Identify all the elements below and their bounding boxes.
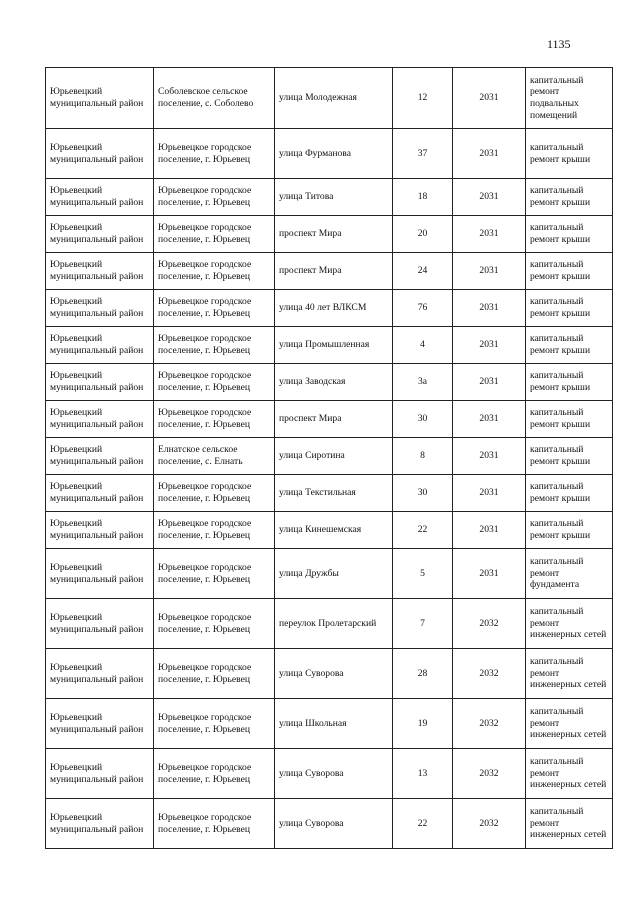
district-cell: Юрьевецкий муниципальный район xyxy=(46,216,154,253)
settlement-cell: Юрьевецкое городское поселение, г. Юрьевец xyxy=(154,290,275,327)
settlement-cell: Юрьевецкое городское поселение, г. Юрьевец xyxy=(154,475,275,512)
street-cell: улица Суворова xyxy=(275,749,393,799)
street-cell: проспект Мира xyxy=(275,253,393,290)
settlement-cell: Юрьевецкое городское поселение, г. Юрьевец xyxy=(154,699,275,749)
table-row xyxy=(46,599,613,649)
settlement-cell: Юрьевецкое городское поселение, г. Юрьевец xyxy=(154,364,275,401)
street-cell: переулок Пролетарский xyxy=(275,599,393,649)
work-type-cell: капитальный ремонт инженерных сетей xyxy=(526,699,613,749)
year-cell: 2031 xyxy=(453,475,526,512)
house-number-cell: 12 xyxy=(393,68,453,129)
house-number-cell: 37 xyxy=(393,129,453,179)
district-cell: Юрьевецкий муниципальный район xyxy=(46,401,154,438)
settlement-cell: Юрьевецкое городское поселение, г. Юрьевец xyxy=(154,327,275,364)
street-cell: улица Дружбы xyxy=(275,549,393,599)
street-cell: улица Титова xyxy=(275,179,393,216)
work-type-cell: капитальный ремонт инженерных сетей xyxy=(526,649,613,699)
work-type-cell: капитальный ремонт подвальных помещений xyxy=(526,68,613,129)
street-cell: улица Школьная xyxy=(275,699,393,749)
settlement-cell: Елнатское сельское поселение, с. Елнать xyxy=(154,438,275,475)
work-type-cell: капитальный ремонт крыши xyxy=(526,179,613,216)
work-type-cell: капитальный ремонт крыши xyxy=(526,253,613,290)
table-row xyxy=(46,799,613,849)
table-row xyxy=(46,549,613,599)
settlement-cell: Юрьевецкое городское поселение, г. Юрьевец xyxy=(154,216,275,253)
year-cell: 2032 xyxy=(453,699,526,749)
house-number-cell: 18 xyxy=(393,179,453,216)
district-cell: Юрьевецкий муниципальный район xyxy=(46,327,154,364)
house-number-cell: 19 xyxy=(393,699,453,749)
house-number-cell: 3а xyxy=(393,364,453,401)
table-row xyxy=(46,327,613,364)
table-row xyxy=(46,475,613,512)
table-row xyxy=(46,290,613,327)
district-cell: Юрьевецкий муниципальный район xyxy=(46,253,154,290)
page-number: 1135 xyxy=(547,37,571,51)
street-cell: улица Сиротина xyxy=(275,438,393,475)
district-cell: Юрьевецкий муниципальный район xyxy=(46,599,154,649)
house-number-cell: 22 xyxy=(393,512,453,549)
work-type-cell: капитальный ремонт крыши xyxy=(526,512,613,549)
table-row xyxy=(46,401,613,438)
work-type-cell: капитальный ремонт инженерных сетей xyxy=(526,599,613,649)
table-row xyxy=(46,749,613,799)
settlement-cell: Юрьевецкое городское поселение, г. Юрьевец xyxy=(154,649,275,699)
settlement-cell: Юрьевецкое городское поселение, г. Юрьевец xyxy=(154,599,275,649)
street-cell: улица Промышленная xyxy=(275,327,393,364)
street-cell: улица Суворова xyxy=(275,799,393,849)
district-cell: Юрьевецкий муниципальный район xyxy=(46,68,154,129)
settlement-cell: Юрьевецкое городское поселение, г. Юрьевец xyxy=(154,179,275,216)
work-type-cell: капитальный ремонт инженерных сетей xyxy=(526,799,613,849)
settlement-cell: Соболевское сельское поселение, с. Соболево xyxy=(154,68,275,129)
district-cell: Юрьевецкий муниципальный район xyxy=(46,699,154,749)
street-cell: улица Фурманова xyxy=(275,129,393,179)
district-cell: Юрьевецкий муниципальный район xyxy=(46,364,154,401)
house-number-cell: 13 xyxy=(393,749,453,799)
table-row xyxy=(46,129,613,179)
year-cell: 2032 xyxy=(453,799,526,849)
street-cell: улица 40 лет ВЛКСМ xyxy=(275,290,393,327)
year-cell: 2031 xyxy=(453,549,526,599)
year-cell: 2032 xyxy=(453,749,526,799)
settlement-cell: Юрьевецкое городское поселение, г. Юрьевец xyxy=(154,253,275,290)
table-row xyxy=(46,649,613,699)
year-cell: 2032 xyxy=(453,649,526,699)
year-cell: 2031 xyxy=(453,290,526,327)
settlement-cell: Юрьевецкое городское поселение, г. Юрьевец xyxy=(154,512,275,549)
year-cell: 2031 xyxy=(453,438,526,475)
year-cell: 2031 xyxy=(453,129,526,179)
district-cell: Юрьевецкий муниципальный район xyxy=(46,438,154,475)
house-number-cell: 20 xyxy=(393,216,453,253)
district-cell: Юрьевецкий муниципальный район xyxy=(46,649,154,699)
work-type-cell: капитальный ремонт крыши xyxy=(526,438,613,475)
table-row xyxy=(46,253,613,290)
house-number-cell: 30 xyxy=(393,475,453,512)
table-row xyxy=(46,216,613,253)
repair-schedule-table xyxy=(45,67,613,849)
work-type-cell: капитальный ремонт крыши xyxy=(526,475,613,512)
street-cell: проспект Мира xyxy=(275,401,393,438)
table-row xyxy=(46,438,613,475)
settlement-cell: Юрьевецкое городское поселение, г. Юрьевец xyxy=(154,549,275,599)
table-row xyxy=(46,179,613,216)
work-type-cell: капитальный ремонт крыши xyxy=(526,216,613,253)
settlement-cell: Юрьевецкое городское поселение, г. Юрьевец xyxy=(154,401,275,438)
table-row xyxy=(46,68,613,129)
work-type-cell: капитальный ремонт фундамента xyxy=(526,549,613,599)
house-number-cell: 5 xyxy=(393,549,453,599)
district-cell: Юрьевецкий муниципальный район xyxy=(46,475,154,512)
work-type-cell: капитальный ремонт крыши xyxy=(526,129,613,179)
house-number-cell: 24 xyxy=(393,253,453,290)
year-cell: 2031 xyxy=(453,179,526,216)
year-cell: 2031 xyxy=(453,364,526,401)
district-cell: Юрьевецкий муниципальный район xyxy=(46,290,154,327)
street-cell: улица Кинешемская xyxy=(275,512,393,549)
street-cell: проспект Мира xyxy=(275,216,393,253)
work-type-cell: капитальный ремонт крыши xyxy=(526,327,613,364)
table-row xyxy=(46,364,613,401)
work-type-cell: капитальный ремонт крыши xyxy=(526,401,613,438)
street-cell: улица Суворова xyxy=(275,649,393,699)
year-cell: 2032 xyxy=(453,599,526,649)
district-cell: Юрьевецкий муниципальный район xyxy=(46,549,154,599)
house-number-cell: 30 xyxy=(393,401,453,438)
year-cell: 2031 xyxy=(453,327,526,364)
house-number-cell: 7 xyxy=(393,599,453,649)
year-cell: 2031 xyxy=(453,253,526,290)
work-type-cell: капитальный ремонт крыши xyxy=(526,364,613,401)
street-cell: улица Текстильная xyxy=(275,475,393,512)
street-cell: улица Заводская xyxy=(275,364,393,401)
work-type-cell: капитальный ремонт крыши xyxy=(526,290,613,327)
settlement-cell: Юрьевецкое городское поселение, г. Юрьевец xyxy=(154,749,275,799)
district-cell: Юрьевецкий муниципальный район xyxy=(46,512,154,549)
street-cell: улица Молодежная xyxy=(275,68,393,129)
year-cell: 2031 xyxy=(453,512,526,549)
house-number-cell: 22 xyxy=(393,799,453,849)
house-number-cell: 8 xyxy=(393,438,453,475)
table-row xyxy=(46,699,613,749)
house-number-cell: 28 xyxy=(393,649,453,699)
settlement-cell: Юрьевецкое городское поселение, г. Юрьевец xyxy=(154,129,275,179)
house-number-cell: 76 xyxy=(393,290,453,327)
district-cell: Юрьевецкий муниципальный район xyxy=(46,799,154,849)
year-cell: 2031 xyxy=(453,216,526,253)
year-cell: 2031 xyxy=(453,401,526,438)
year-cell: 2031 xyxy=(453,68,526,129)
district-cell: Юрьевецкий муниципальный район xyxy=(46,749,154,799)
work-type-cell: капитальный ремонт инженерных сетей xyxy=(526,749,613,799)
district-cell: Юрьевецкий муниципальный район xyxy=(46,129,154,179)
house-number-cell: 4 xyxy=(393,327,453,364)
table-row xyxy=(46,512,613,549)
settlement-cell: Юрьевецкое городское поселение, г. Юрьевец xyxy=(154,799,275,849)
district-cell: Юрьевецкий муниципальный район xyxy=(46,179,154,216)
